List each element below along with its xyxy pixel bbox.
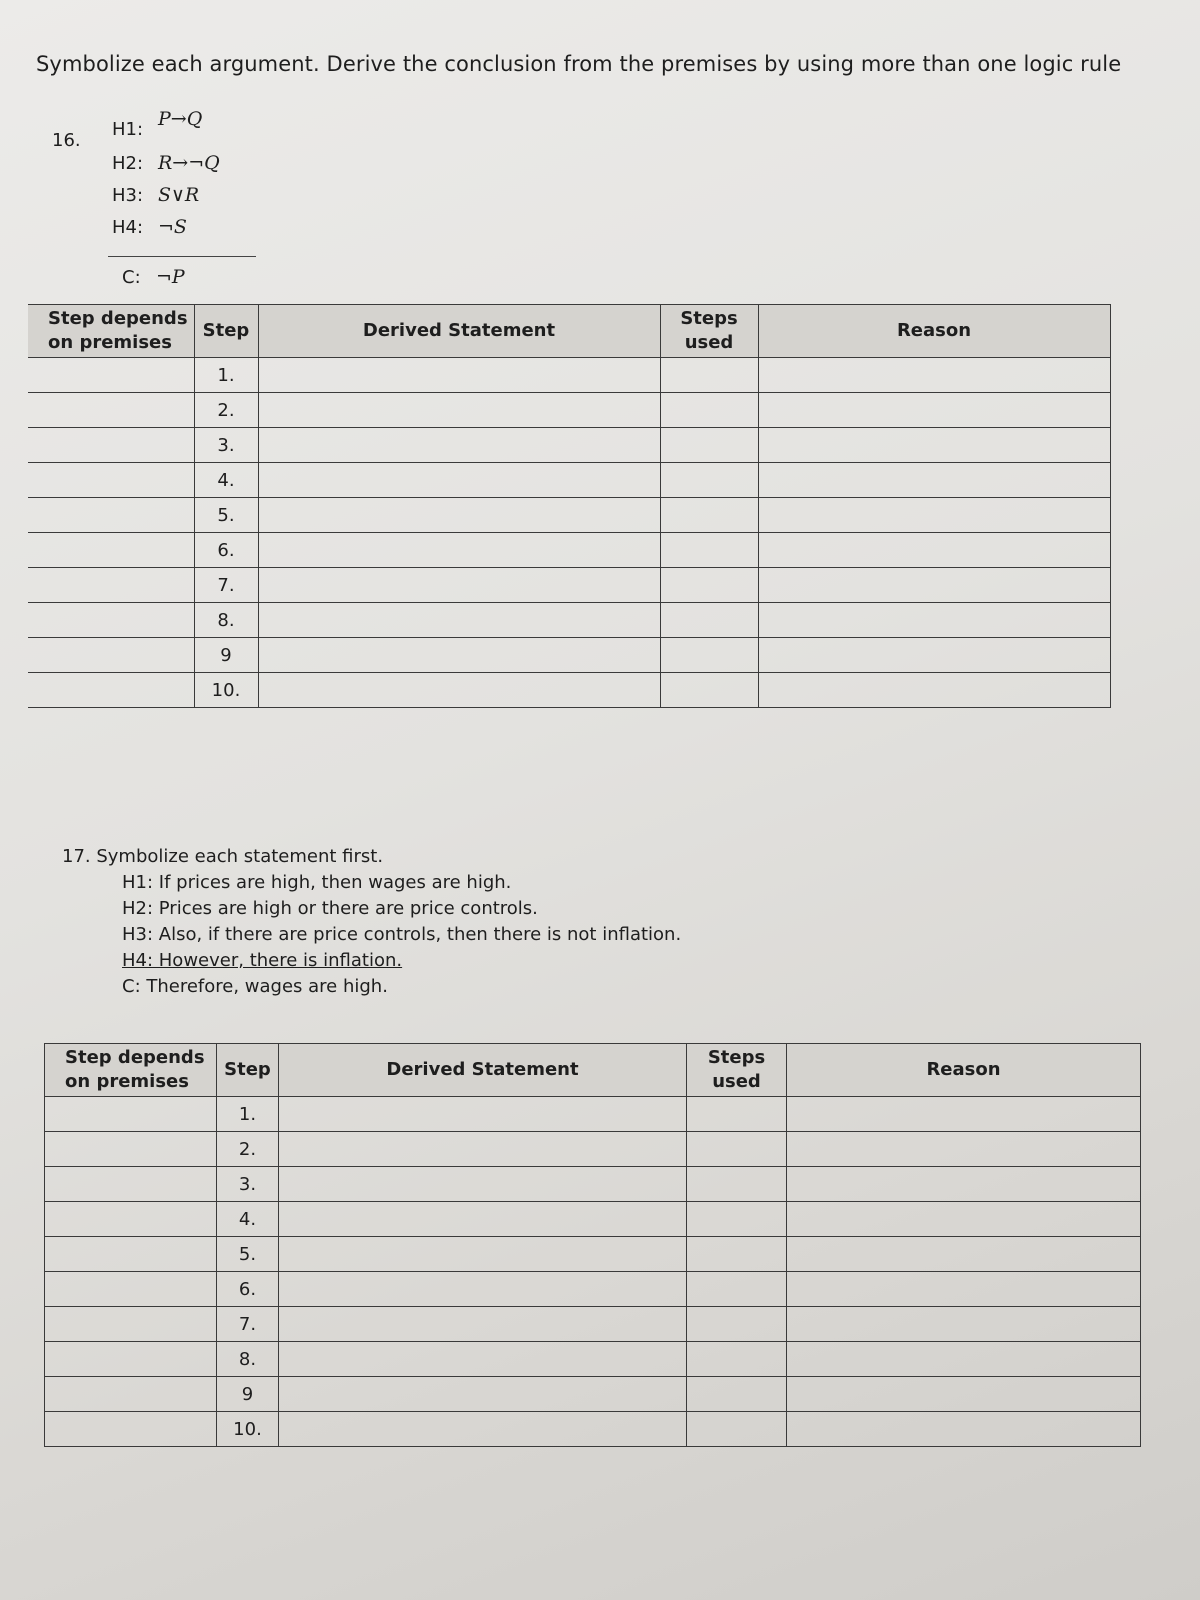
step-number: 5. [217, 1237, 279, 1272]
steps-used-cell[interactable] [687, 1167, 787, 1202]
header-steps-used: Steps used [687, 1044, 787, 1097]
reason-cell[interactable] [787, 1097, 1141, 1132]
table-row [28, 603, 1110, 638]
table-row [45, 1272, 1141, 1307]
depends-cell[interactable] [45, 1412, 217, 1447]
steps-used-cell[interactable] [660, 393, 758, 428]
depends-cell[interactable] [28, 673, 194, 708]
depends-cell[interactable] [28, 393, 194, 428]
table-row [28, 393, 1110, 428]
step-number: 10. [194, 673, 258, 708]
conclusion-formula: ¬P [156, 266, 185, 288]
reason-cell[interactable] [787, 1237, 1141, 1272]
depends-cell[interactable] [45, 1342, 217, 1377]
header-step-depends: Step depends on premises [28, 305, 194, 358]
depends-cell[interactable] [28, 533, 194, 568]
premise-h3 [112, 184, 199, 206]
premise-h3: H3: Also, if there are price controls, then there is not inflation. [122, 924, 682, 945]
derived-statement-cell[interactable] [279, 1132, 687, 1167]
reason-cell[interactable] [787, 1307, 1141, 1342]
premise-h1 [112, 108, 203, 140]
table-row [45, 1202, 1141, 1237]
step-number: 7. [194, 568, 258, 603]
derived-statement-cell[interactable] [258, 673, 660, 708]
step-number: 3. [194, 428, 258, 463]
table-row [45, 1167, 1141, 1202]
derived-statement-cell[interactable] [279, 1237, 687, 1272]
table-row [28, 358, 1110, 393]
steps-used-cell[interactable] [660, 463, 758, 498]
steps-used-cell[interactable] [660, 428, 758, 463]
premise-h2: H2: Prices are high or there are price controls. [122, 898, 538, 919]
steps-used-cell[interactable] [660, 358, 758, 393]
reason-cell[interactable] [787, 1132, 1141, 1167]
depends-cell[interactable] [28, 498, 194, 533]
steps-used-cell[interactable] [660, 673, 758, 708]
table-row [45, 1132, 1141, 1167]
table-row [28, 568, 1110, 603]
depends-cell[interactable] [28, 358, 194, 393]
derived-statement-cell[interactable] [279, 1097, 687, 1132]
derived-statement-cell[interactable] [279, 1307, 687, 1342]
depends-cell[interactable] [45, 1377, 217, 1412]
step-number: 10. [217, 1412, 279, 1447]
depends-cell[interactable] [28, 638, 194, 673]
steps-used-cell[interactable] [687, 1097, 787, 1132]
steps-used-cell[interactable] [660, 603, 758, 638]
steps-used-cell[interactable] [687, 1377, 787, 1412]
reason-cell[interactable] [758, 428, 1110, 463]
depends-cell[interactable] [28, 463, 194, 498]
header-derived-statement: Derived Statement [258, 305, 660, 358]
derived-statement-cell[interactable] [279, 1202, 687, 1237]
derived-statement-cell[interactable] [258, 498, 660, 533]
step-number: 7. [217, 1307, 279, 1342]
reason-cell[interactable] [758, 533, 1110, 568]
depends-cell[interactable] [45, 1097, 217, 1132]
header-step-depends: Step depends on premises [45, 1044, 217, 1097]
premise-label: H3: [112, 185, 144, 206]
step-number: 5. [194, 498, 258, 533]
premise-h1: H1: If prices are high, then wages are high. [122, 872, 512, 893]
step-number: 6. [194, 533, 258, 568]
derived-statement-cell[interactable] [258, 428, 660, 463]
problem-17-heading: 17. Symbolize each statement first. [62, 846, 384, 867]
table-row [28, 498, 1110, 533]
reason-cell[interactable] [758, 498, 1110, 533]
derived-statement-cell[interactable] [258, 463, 660, 498]
steps-used-cell[interactable] [687, 1237, 787, 1272]
problem-17 [62, 844, 681, 1000]
table-row [45, 1342, 1141, 1377]
step-number: 8. [217, 1342, 279, 1377]
premise-formula: S∨R [158, 184, 200, 206]
steps-used-cell[interactable] [687, 1132, 787, 1167]
depends-cell[interactable] [28, 568, 194, 603]
table-row [28, 638, 1110, 673]
derived-statement-cell[interactable] [258, 533, 660, 568]
conclusion-17: C: Therefore, wages are high. [122, 976, 388, 997]
depends-cell[interactable] [45, 1132, 217, 1167]
steps-used-cell[interactable] [687, 1202, 787, 1237]
step-number: 2. [217, 1132, 279, 1167]
table-row [28, 463, 1110, 498]
header-reason: Reason [758, 305, 1110, 358]
premise-h2 [112, 152, 220, 174]
premise-h4: H4: However, there is inflation. [122, 950, 403, 971]
reason-cell[interactable] [758, 393, 1110, 428]
premise-h4 [112, 216, 187, 238]
table-row [45, 1377, 1141, 1412]
depends-cell[interactable] [45, 1167, 217, 1202]
conclusion-label: C: [122, 267, 141, 288]
derived-statement-cell[interactable] [258, 638, 660, 673]
conclusion-16 [122, 266, 185, 288]
step-number: 1. [217, 1097, 279, 1132]
premise-label: H1: [112, 119, 144, 140]
step-number: 8. [194, 603, 258, 638]
reason-cell[interactable] [787, 1202, 1141, 1237]
step-number: 1. [194, 358, 258, 393]
header-step: Step [194, 305, 258, 358]
depends-cell[interactable] [45, 1307, 217, 1342]
derived-statement-cell[interactable] [279, 1272, 687, 1307]
derived-statement-cell[interactable] [258, 393, 660, 428]
derived-statement-cell[interactable] [279, 1377, 687, 1412]
conclusion-divider [108, 256, 256, 257]
table-row [45, 1412, 1141, 1447]
reason-cell[interactable] [787, 1272, 1141, 1307]
table-row [28, 533, 1110, 568]
reason-cell[interactable] [787, 1167, 1141, 1202]
reason-cell[interactable] [787, 1377, 1141, 1412]
table-row [28, 673, 1110, 708]
table-row [28, 428, 1110, 463]
depends-cell[interactable] [28, 603, 194, 638]
reason-cell[interactable] [787, 1342, 1141, 1377]
steps-used-cell[interactable] [660, 568, 758, 603]
header-steps-used: Steps used [660, 305, 758, 358]
proof-table-17 [44, 1043, 1141, 1447]
derived-statement-cell[interactable] [279, 1167, 687, 1202]
steps-used-cell[interactable] [660, 533, 758, 568]
steps-used-cell[interactable] [687, 1272, 787, 1307]
step-number: 4. [194, 463, 258, 498]
table-header-row [28, 305, 1110, 358]
reason-cell[interactable] [758, 603, 1110, 638]
step-number: 6. [217, 1272, 279, 1307]
step-number: 4. [217, 1202, 279, 1237]
premise-label: H4: [112, 217, 144, 238]
table-row [45, 1237, 1141, 1272]
derived-statement-cell[interactable] [258, 358, 660, 393]
reason-cell[interactable] [758, 673, 1110, 708]
depends-cell[interactable] [28, 428, 194, 463]
depends-cell[interactable] [45, 1272, 217, 1307]
depends-cell[interactable] [45, 1237, 217, 1272]
step-number: 3. [217, 1167, 279, 1202]
steps-used-cell[interactable] [687, 1412, 787, 1447]
step-number: 9 [194, 638, 258, 673]
proof-table-16 [28, 304, 1111, 708]
table-header-row [45, 1044, 1141, 1097]
instructions: Symbolize each argument. Derive the conclusion from the premises by using more than one logic rule [36, 52, 1122, 76]
steps-used-cell[interactable] [687, 1307, 787, 1342]
reason-cell[interactable] [758, 463, 1110, 498]
premise-formula: P→Q [158, 108, 203, 130]
header-derived-statement: Derived Statement [279, 1044, 687, 1097]
header-step: Step [217, 1044, 279, 1097]
premise-label: H2: [112, 153, 144, 174]
problem-16-number: 16. [52, 130, 81, 151]
table-row [45, 1097, 1141, 1132]
step-number: 2. [194, 393, 258, 428]
premise-formula: ¬S [158, 216, 187, 238]
reason-cell[interactable] [787, 1412, 1141, 1447]
derived-statement-cell[interactable] [279, 1342, 687, 1377]
reason-cell[interactable] [758, 568, 1110, 603]
depends-cell[interactable] [45, 1202, 217, 1237]
steps-used-cell[interactable] [660, 498, 758, 533]
header-reason: Reason [787, 1044, 1141, 1097]
step-number: 9 [217, 1377, 279, 1412]
reason-cell[interactable] [758, 358, 1110, 393]
steps-used-cell[interactable] [687, 1342, 787, 1377]
steps-used-cell[interactable] [660, 638, 758, 673]
derived-statement-cell[interactable] [258, 603, 660, 638]
reason-cell[interactable] [758, 638, 1110, 673]
derived-statement-cell[interactable] [279, 1412, 687, 1447]
derived-statement-cell[interactable] [258, 568, 660, 603]
premise-formula: R→¬Q [158, 152, 220, 174]
table-row [45, 1307, 1141, 1342]
